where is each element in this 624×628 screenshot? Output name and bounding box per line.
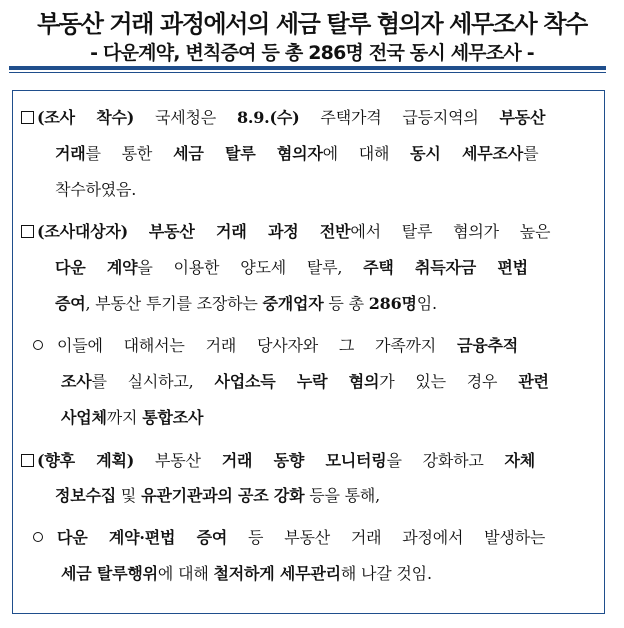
item-3-line-3 <box>61 405 203 428</box>
text-segment: , 부동산 투기를 조장하는 <box>85 294 263 313</box>
text-segment: 을 강화하고 <box>386 451 505 470</box>
bold-text: 정보수집 <box>55 486 117 505</box>
text-segment: 를 <box>523 144 539 163</box>
bold-text: 사업소득 누락 혐의 <box>214 372 380 391</box>
bold-text: 통합조사 <box>142 408 204 427</box>
text-segment: 부동산 <box>134 451 222 470</box>
bold-text: 거래 <box>55 144 86 163</box>
text-segment: 이들에 대해서는 거래 당사자와 그 가족까지 <box>57 336 457 355</box>
text-segment: 에 대해 <box>322 144 411 163</box>
bold-text: 거래 동향 모니터링 <box>221 451 387 470</box>
bold-text: (조사대상자) <box>37 222 129 241</box>
bold-text: 자체 <box>504 451 536 470</box>
item-1-line-3 <box>55 177 136 200</box>
text-segment <box>128 222 149 241</box>
item-5-line-2 <box>61 561 432 584</box>
bold-text: 부동산 <box>499 108 546 127</box>
content-box <box>12 90 605 614</box>
text-segment: 등 부동산 거래 과정에서 발생하는 <box>227 528 546 547</box>
text-segment: 및 <box>116 486 142 505</box>
title-divider-thick <box>9 66 606 70</box>
bold-text: 금융추적 <box>456 336 518 355</box>
text-segment: 등을 통해, <box>304 486 381 505</box>
bold-text: 증여 <box>55 294 86 313</box>
text-segment: 에 대해 <box>157 564 214 583</box>
bold-text: 8.9.(수) <box>236 108 300 127</box>
page-title: 부동산 거래 과정에서의 세금 탈루 혐의자 세무조사 착수 <box>37 10 587 38</box>
square-bullet-icon <box>21 111 34 124</box>
item-5-line-1 <box>33 525 545 548</box>
text-segment: 임. <box>416 294 437 313</box>
item-1-line-1 <box>21 105 545 128</box>
bold-text: 세금 탈루행위 <box>61 564 158 583</box>
item-2-line-3 <box>55 291 437 314</box>
title-divider-thin <box>9 72 606 73</box>
item-2-line-2 <box>55 255 528 278</box>
bold-text: 주택 취득자금 편법 <box>363 258 528 277</box>
square-bullet-icon <box>21 225 34 238</box>
text-segment: 을 이용한 양도세 탈루, <box>137 258 364 277</box>
text-segment: 등 총 <box>323 294 369 313</box>
text-segment: 가 있는 경우 <box>379 372 519 391</box>
bold-text: 철저하게 세무관리 <box>213 564 341 583</box>
bold-text: 관련 <box>518 372 549 391</box>
item-3-line-1 <box>33 333 518 356</box>
bold-text: (향후 계획) <box>37 451 135 470</box>
circle-bullet-icon <box>33 532 43 542</box>
text-segment: 를 통한 <box>85 144 174 163</box>
item-4-line-2 <box>55 483 380 506</box>
bold-text: 부동산 거래 과정 전반 <box>148 222 351 241</box>
text-segment: 주택가격 급등지역의 <box>299 108 500 127</box>
bold-text: 286명 <box>368 294 417 313</box>
text-segment: 를 실시하고, <box>91 372 215 391</box>
bold-text: 동시 세무조사 <box>410 144 524 163</box>
text-segment: 착수하였음. <box>55 180 137 199</box>
bold-text: 다운 계약 <box>55 258 138 277</box>
text-segment: 에서 탈루 혐의가 높은 <box>350 222 551 241</box>
text-segment: 해 나갈 것임. <box>340 564 432 583</box>
bold-text: 세금 탈루 혐의자 <box>173 144 323 163</box>
bold-text: (조사 착수) <box>37 108 135 127</box>
circle-bullet-icon <box>33 340 43 350</box>
square-bullet-icon <box>21 454 34 467</box>
text-segment: 까지 <box>106 408 143 427</box>
item-2-line-1 <box>21 219 550 242</box>
bold-text: 유관기관과의 공조 강화 <box>141 486 305 505</box>
bold-text: 중개업자 <box>262 294 324 313</box>
item-4-line-1 <box>21 448 535 471</box>
bold-text: 조사 <box>61 372 92 391</box>
bold-text: 사업체 <box>61 408 107 427</box>
item-1-line-2 <box>55 141 538 164</box>
item-3-line-2 <box>61 369 549 392</box>
page-subtitle: - 다운계약, 변칙증여 등 총 286명 전국 동시 세무조사 - <box>90 42 534 64</box>
text-segment: 국세청은 <box>134 108 237 127</box>
bold-text: 다운 계약·편법 증여 <box>57 528 228 547</box>
